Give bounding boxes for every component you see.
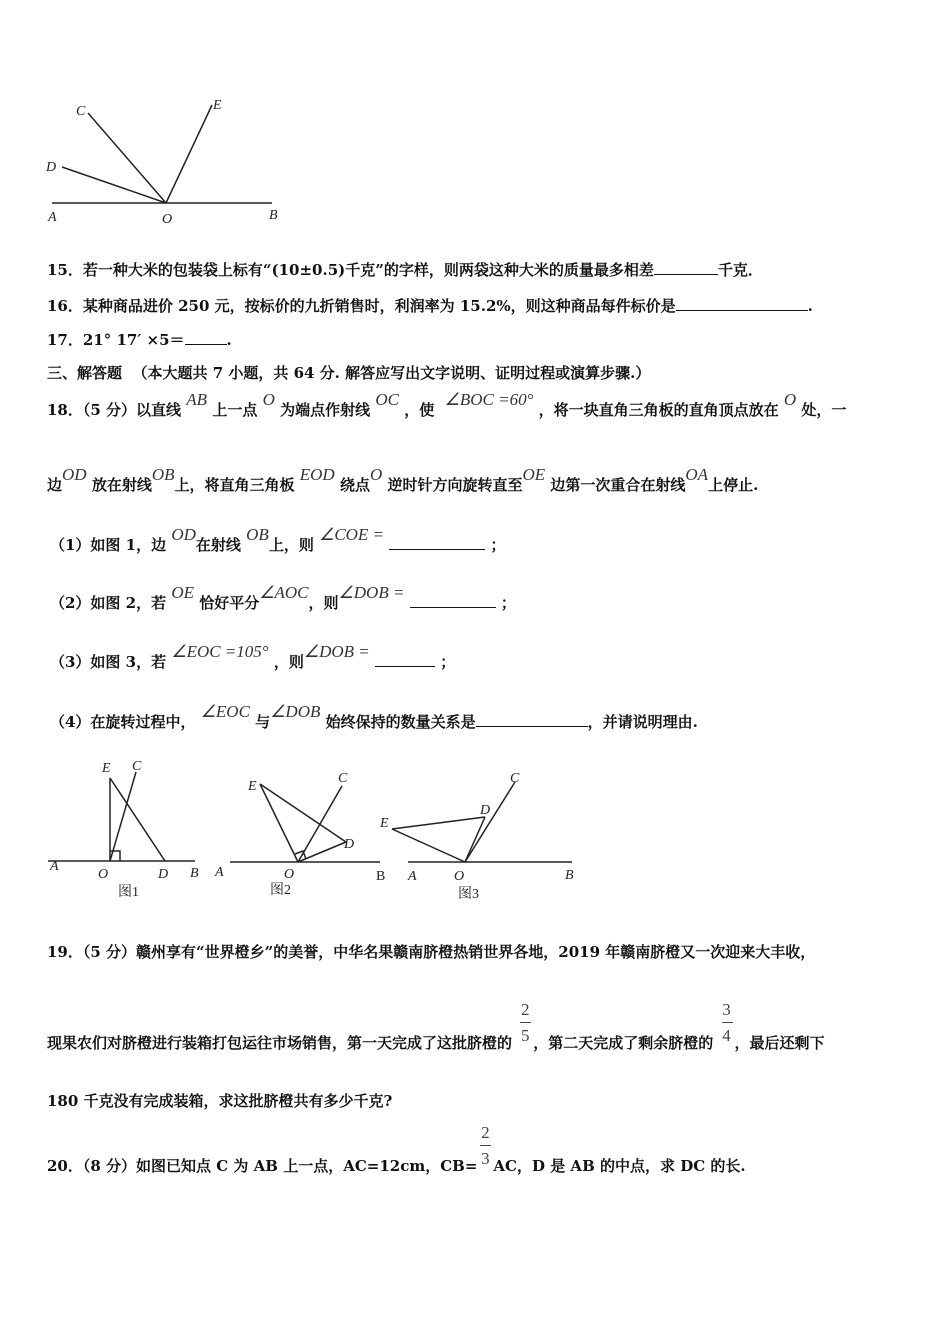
question-20 [47, 1123, 746, 1176]
label-B: B [269, 208, 278, 223]
label-O: O [162, 212, 173, 227]
fig2-caption: 图2 [270, 883, 291, 898]
q18-score: （5 分） [82, 401, 137, 419]
q20-text: AC，D 是 AB 的中点，求 DC 的长. [493, 1157, 746, 1175]
q18-part-text: 上，则 [268, 536, 314, 554]
fig3-label-D: D [480, 803, 491, 818]
fig3-label-A: A [408, 869, 417, 884]
fig2-label-D: D [344, 837, 355, 852]
q18-part-text: ； [490, 536, 506, 554]
q18-text: 为端点作射线 [280, 401, 371, 419]
q18-part-text: ，则 [308, 594, 339, 612]
q17-text: 21° 17′ ×5＝ [82, 331, 185, 349]
q18-text: 上停止. [708, 476, 759, 494]
fig1-label-A: A [50, 859, 59, 874]
figures-1-3 [40, 752, 600, 912]
fig1-caption: 图1 [118, 885, 139, 900]
q18-part-text: ，则 [273, 653, 304, 671]
section-3-note: （本大题共 7 小题，共 64 分. 解答应写出文字说明、证明过程或演算步骤.） [132, 364, 651, 382]
q18-text: 处，一 [801, 401, 847, 419]
math-angle-EOC: ∠EOC [200, 702, 250, 721]
fraction-denominator: 4 [722, 1026, 731, 1045]
math-OA: OA [685, 465, 709, 484]
fraction-2-5 [517, 1000, 533, 1048]
q15-text: 若一种大米的包装袋上标有“(10±0.5)千克”的字样，则两袋这种大米的质量最多相差 [82, 261, 654, 279]
q16-answer-blank[interactable] [676, 296, 808, 311]
q18-part-text: ； [500, 594, 516, 612]
q18-4-answer-blank[interactable] [476, 712, 588, 727]
fig2-side-OE [260, 784, 298, 862]
question-15 [47, 260, 763, 280]
math-angle-BOC: ∠BOC =60° [444, 390, 534, 409]
q19-number: 19． [47, 943, 83, 961]
section-3-title: 三、解答题 [47, 364, 123, 382]
fig3-label-B: B [565, 868, 574, 883]
math-EOD: EOD [299, 465, 335, 484]
q15-number: 15． [47, 261, 83, 279]
fraction-numerator: 3 [722, 1000, 731, 1019]
q18-part-text: （4）在旋转过程中， [50, 713, 196, 731]
fig1-label-O: O [98, 867, 109, 882]
math-OC: OC [375, 390, 399, 409]
q18-part-text: 恰好平分 [199, 594, 260, 612]
q17-answer-blank[interactable] [185, 330, 227, 345]
q18-part-text: 始终保持的数量关系是 [325, 713, 476, 731]
q16-number: 16． [47, 297, 83, 315]
fig1-side-ED [110, 778, 165, 861]
fig3-side-OE [392, 829, 465, 862]
fraction-denominator: 3 [481, 1149, 490, 1168]
q18-text: 上，将直角三角板 [174, 476, 295, 494]
math-angle-DOB: ∠DOB [270, 702, 321, 721]
fig3-caption: 图3 [458, 887, 479, 902]
q19-text: ，第二天完成了剩余脐橙的 [533, 1034, 714, 1052]
q18-part-text: （2）如图 2，若 [50, 594, 167, 612]
q18-part-text: ； [440, 653, 456, 671]
math-OB: OB [151, 465, 175, 484]
question-18-line-2 [47, 465, 759, 495]
fig2-side-ED [260, 784, 346, 842]
math-OE: OE [522, 465, 546, 484]
math-OE: OE [171, 583, 195, 602]
fig2-label-O: O [284, 867, 295, 882]
question-16 [47, 296, 813, 316]
q17-number: 17． [47, 331, 83, 349]
q18-part-text: 与 [255, 713, 271, 731]
question-19-line-2 [47, 1000, 825, 1053]
q18-text: ，使 [404, 401, 435, 419]
q15-unit: 千克． [717, 261, 763, 279]
question-19-line-3 [47, 1091, 392, 1111]
math-OB: OB [246, 525, 269, 544]
math-angle-DOB: ∠DOB = [338, 583, 405, 602]
q18-2-answer-blank[interactable] [410, 593, 496, 608]
math-OD: OD [171, 525, 196, 544]
fraction-denominator: 5 [521, 1026, 530, 1045]
question-18-line-1 [47, 390, 847, 420]
fig3-label-C: C [510, 771, 520, 786]
section-3-heading [47, 363, 650, 383]
q18-part-3 [50, 642, 456, 672]
fig2-label-A: A [215, 865, 224, 880]
math-OD: OD [62, 465, 87, 484]
q18-part-1 [50, 525, 506, 555]
q20-text: 如图已知点 C 为 AB 上一点，AC=12cm，CB= [136, 1157, 478, 1175]
fig3-side-ED [392, 817, 485, 829]
q16-end: . [807, 297, 813, 315]
q18-3-answer-blank[interactable] [375, 652, 435, 667]
label-C: C [76, 104, 86, 119]
math-angle-EOC: ∠EOC =105° [171, 642, 269, 661]
q18-part-2 [50, 583, 516, 613]
q18-text: 绕点 [339, 476, 370, 494]
fig3-side-OD [465, 817, 485, 862]
math-angle-AOC: ∠AOC [259, 583, 309, 602]
fig3-label-O: O [454, 869, 465, 884]
fraction-2-3 [477, 1123, 493, 1171]
question-19-line-1 [47, 942, 815, 962]
q20-number: 20． [47, 1157, 83, 1175]
q15-answer-blank[interactable] [654, 260, 718, 275]
fig2-label-B: B [376, 869, 386, 884]
q19-text: ，最后还剩下 [734, 1034, 825, 1052]
q18-part-text: （3）如图 3，若 [50, 653, 167, 671]
fraction-numerator: 2 [521, 1000, 530, 1019]
fig1-ray-OC [110, 772, 136, 861]
q16-text: 某种商品进价 250 元，按标价的九折销售时，利润率为 15.2%，则这种商品每件标价是 [82, 297, 676, 315]
q20-score: （8 分） [82, 1157, 137, 1175]
ray-OE [166, 105, 212, 203]
fig2-label-E: E [248, 779, 257, 794]
fig1-label-C: C [132, 759, 142, 774]
q19-text: 赣州享有“世界橙乡”的美誉，中华名果赣南脐橙热销世界各地，2019 年赣南脐橙又一次迎来大丰收， [136, 943, 816, 961]
fig3-label-E: E [380, 816, 389, 831]
q18-part-text: （1）如图 1，边 [50, 536, 167, 554]
fig2-ray-OC [298, 786, 342, 862]
label-E: E [213, 98, 222, 113]
math-O: O [369, 465, 383, 484]
label-D: D [46, 160, 57, 175]
fig1-label-B: B [190, 866, 199, 881]
q18-text: 逆时针方向旋转直至 [387, 476, 523, 494]
q17-end: . [226, 331, 232, 349]
q18-number: 18． [47, 401, 83, 419]
math-angle-COE: ∠COE = [319, 525, 385, 544]
q19-score: （5 分） [82, 943, 137, 961]
math-angle-DOB: ∠DOB = [303, 642, 370, 661]
q18-text: ，将一块直角三角板的直角顶点放在 [538, 401, 779, 419]
q18-text: 放在射线 [91, 476, 152, 494]
math-AB: AB [186, 390, 208, 409]
q18-1-answer-blank[interactable] [389, 535, 485, 550]
fig1-label-E: E [102, 761, 111, 776]
q18-part-text: 在射线 [195, 536, 241, 554]
fig2-label-C: C [338, 771, 348, 786]
q18-text: 以直线 [136, 401, 182, 419]
fig3-ray-OC [465, 782, 515, 862]
angle-figure-top [40, 95, 300, 230]
fraction-3-4 [719, 1000, 735, 1048]
math-O: O [783, 390, 797, 409]
q19-text: 180 千克没有完成装箱，求这批脐橙共有多少千克? [47, 1092, 393, 1110]
q18-part-text: ，并请说明理由. [587, 713, 698, 731]
q18-text: 边第一次重合在射线 [550, 476, 686, 494]
fraction-numerator: 2 [481, 1123, 490, 1142]
label-A: A [48, 210, 57, 225]
math-O: O [262, 390, 275, 409]
q18-text: 边 [47, 476, 63, 494]
q19-text: 现果农们对脐橙进行装箱打包运往市场销售，第一天完成了这批脐橙的 [47, 1034, 513, 1052]
q18-text: 上一点 [212, 401, 258, 419]
fig1-label-D: D [158, 867, 169, 882]
q18-part-4 [50, 702, 698, 732]
question-17 [47, 330, 232, 350]
